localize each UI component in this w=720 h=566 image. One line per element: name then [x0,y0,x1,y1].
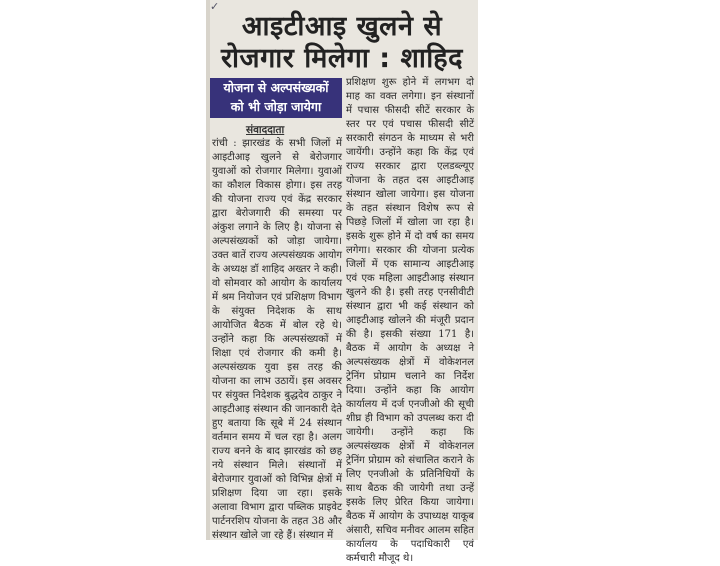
article-column-left: रांची : झारखंड के सभी जिलों में आइटीआइ खुलने से बेरोजगार युवाओं को रोजगार मिलेगा। युवाओं का कौशल विकास होगा। इस तरह की योजना राज्य एवं केंद्र सरकार द्वारा बेरोजगारी की समस्या पर अंकुश लगाने के लिए है। योजना से अल्पसंख्यकों को जोड़ा जायेगा। उक्त बातें राज्य अल्पसंख्यक आयोग के अध्यक्ष डॉ शाहिद अख्तर ने कही। वो सोमवार को आयोग के कार्यालय में श्रम नियोजन एवं प्रशिक्षण विभाग के संयुक्त निदेशक के साथ आयोजित बैठक में बोल रहे थे। उन्होंने कहा कि अल्पसंख्यकों में शिक्षा एवं रोजगार की कमी है। अल्पसंख्यक युवा इस तरह की योजना का लाभ उठायें। इस अवसर पर संयुक्त निदेशक बुद्धदेव ठाकुर ने आइटीआइ संस्थान की जानकारी देते हुए बताया कि सूबे में 24 संस्थान वर्तमान समय में चल रहा है। अलग राज्य बनने के बाद झारखंड को छह नये संस्थान मिले। संस्थानों में बेरोजगार युवाओं को विभिन्न क्षेत्रों में प्रशिक्षण दिया जा रहा। इसके अलावा विभाग द्वारा पब्लिक प्राइवेट पार्टनरशिप योजना के तहत 38 और संस्थान खोले जा रहे हैं। संस्थान में [212,138,342,541]
newspaper-clipping [206,0,478,564]
headline-line-1: आइटीआइ खुलने से [241,11,443,42]
checkmark-icon: ✓ [210,0,220,13]
headline-line-2: रोजगार मिलेगा : शाहिद [221,43,463,74]
subheadline-line-1: योजना से अल्पसंख्यकों [223,80,329,95]
byline: संवाददाता [246,124,285,136]
clipping-edge-shadow [206,0,210,540]
subheadline-box [210,78,342,118]
subheadline-line-2: को भी जोड़ा जायेगा [230,99,322,114]
article-column-right: प्रशिक्षण शुरू होने में लगभग दो माह का वक्त लगेगा। इन संस्थानों में पचास फीसदी सीटें सरकार के स्तर पर एवं पचास फीसदी सीटें सरकारी संगठन के माध्यम से भरी जायेंगी। उन्होंने कहा कि केंद्र एवं राज्य सरकार द्वारा एलडब्ल्यूए योजना के तहत दस आइटीआइ संस्थान खोला जायेगा। इस योजना के तहत संस्थान विशेष रूप से पिछड़े जिलों में खोला जा रहा है। इसके शुरू होने में दो वर्ष का समय लगेगा। सरकार की योजना प्रत्येक जिलों में एक सामान्य आइटीआइ एवं एक महिला आइटीआइ संस्थान खुलने की है। इसी तरह एनसीवीटी संस्थान द्वारा भी कई संस्थान को आइटीआइ खोलने की मंजूरी प्रदान की है। इसकी संख्या 171 है। बैठक में आयोग के अध्यक्ष ने अल्पसंख्यक क्षेत्रों में वोकेशनल ट्रेनिंग प्रोग्राम चलाने का निर्देश दिया। उन्होंने कहा कि आयोग कार्यालय में दर्ज एनजीओ की सूची शीघ्र ही विभाग को उपलब्ध करा दी जायेगी। उन्होंने कहा कि अल्पसंख्यक क्षेत्रों में वोकेशनल ट्रेनिंग प्रोग्राम को संचालित कराने के लिए एनजीओ के प्रतिनिधियों के साथ बैठक की जायेगी तथा उन्हें इसके लिए प्रेरित किया जायेगा। बैठक में आयोग के उपाध्यक्ष याकूब अंसारी, सचिव मनीवर आलम सहित कार्यालय के पदाधिकारी एवं कर्मचारी मौजूद थे। [346,77,474,564]
